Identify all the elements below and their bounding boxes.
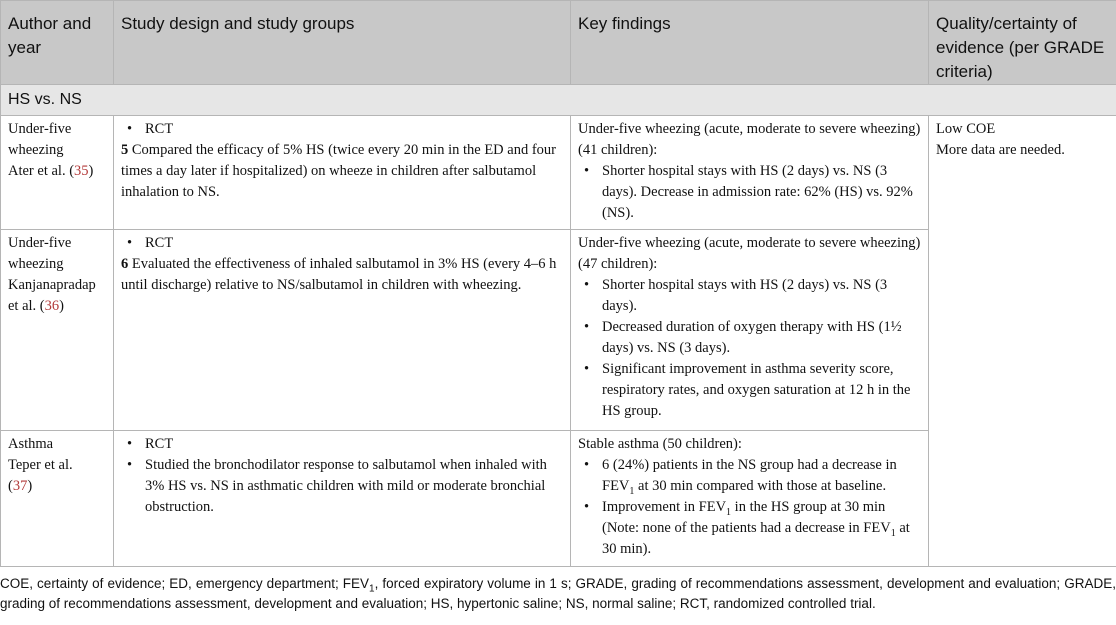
design-bullet: • RCT	[121, 119, 563, 140]
design-cell	[114, 116, 571, 230]
findings-intro: Under-five wheezing (acute, moderate to severe wheezing) (41 children):	[578, 121, 921, 158]
quality-line: Low COE	[936, 121, 996, 137]
author-line: Under-five	[8, 235, 72, 251]
reference-link[interactable]: 37	[12, 478, 28, 494]
author-line: Asthma	[8, 436, 54, 452]
group-label: HS vs. NS	[1, 85, 1116, 116]
author-cell: Asthma Teper et al. (37)	[1, 431, 114, 567]
subscript: 1	[726, 506, 732, 518]
table-row	[1, 116, 1116, 230]
design-number: 5	[121, 142, 129, 158]
design-bullet: • RCT	[121, 233, 563, 254]
finding-item: • Shorter hospital stays with HS (2 days) vs. NS (3 days). Decrease in admission rate: 62% (HS) vs. 92% (NS).	[578, 161, 921, 224]
header-author: Author and year	[1, 1, 114, 85]
author-line: Kanjanapradap	[8, 277, 96, 293]
quality-line: More data are needed.	[936, 142, 1065, 158]
author-line: wheezing	[8, 142, 64, 158]
design-cell	[114, 230, 571, 431]
finding-item: • Significant improvement in asthma severity score, respiratory rates, and oxygen saturation at 12 h in the HS group.	[578, 359, 921, 422]
subscript: 1	[629, 485, 635, 497]
design-bullet: • Studied the bronchodilator response to salbutamol when inhaled with 3% HS vs. NS in asthmatic children with mild or moderate bronchial obstruction.	[121, 455, 563, 518]
author-line: Under-five	[8, 121, 72, 137]
header-row	[1, 1, 1116, 85]
author-line: Teper et al.	[8, 457, 73, 473]
findings-cell	[571, 230, 929, 431]
design-cell	[114, 431, 571, 567]
finding-item: • Shorter hospital stays with HS (2 days) vs. NS (3 days).	[578, 275, 921, 317]
design-text: Compared the efficacy of 5% HS (twice every 20 min in the ED and four times a day later if hospitalized) on wheeze in children after salbutamol inhalation to NS.	[121, 142, 556, 200]
finding-item: • Decreased duration of oxygen therapy with HS (1½ days) vs. NS (3 days).	[578, 317, 921, 359]
author-line: wheezing	[8, 256, 64, 272]
findings-intro: Under-five wheezing (acute, moderate to severe wheezing) (47 children):	[578, 235, 921, 272]
findings-cell	[571, 116, 929, 230]
header-design: Study design and study groups	[114, 1, 571, 85]
subscript: 1	[890, 527, 896, 539]
design-text: Evaluated the effectiveness of inhaled salbutamol in 3% HS (every 4–6 h until discharge) relative to NS/salbutamol in children with wheezing.	[121, 256, 557, 293]
findings-cell	[571, 431, 929, 567]
author-line: Ater et al. (	[8, 163, 75, 179]
author-line: et al. (	[8, 298, 45, 314]
subscript: 1	[369, 583, 375, 595]
group-row	[1, 85, 1116, 116]
table-footnote: COE, certainty of evidence; ED, emergency department; $FEV_1$, forced expiratory volume in 1 s; GRADE, grading of recommendations assessment, development and evaluation; GRADE, grading of recommendations assessment, development and evaluation; HS, hypertonic saline; NS, normal saline; RCT, randomized controlled trial.	[0, 576, 1116, 611]
author-line: (	[8, 478, 13, 494]
header-quality: Quality/certainty of evidence (per GRADE criteria)	[929, 1, 1116, 85]
design-number: 6	[121, 256, 129, 272]
reference-link[interactable]: 36	[44, 298, 60, 314]
quality-cell	[929, 116, 1116, 567]
finding-item: • Improvement in $FEV_1$ in the HS group at 30 min (Note: none of the patients had a decrease in $FEV_1$ at 30 min).	[578, 497, 921, 560]
design-bullet: • RCT	[121, 434, 563, 455]
author-cell: Under-five wheezing Kanjanapradap et al. (36)	[1, 230, 114, 431]
findings-intro: Stable asthma (50 children):	[578, 436, 742, 452]
author-cell: Under-five wheezing Ater et al. (35)	[1, 116, 114, 230]
finding-item: • 6 (24%) patients in the NS group had a decrease in $FEV_1$ at 30 min compared with those at baseline.	[578, 455, 921, 497]
reference-link[interactable]: 35	[74, 163, 89, 179]
header-findings: Key findings	[571, 1, 929, 85]
